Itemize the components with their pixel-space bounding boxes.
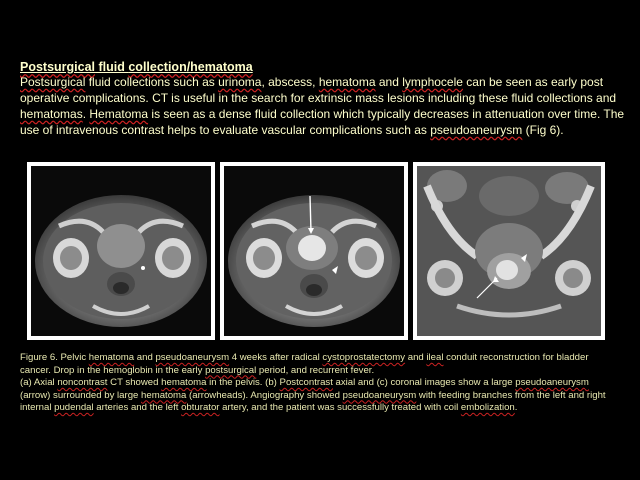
caption-paragraph-1: Figure 6. Pelvic hematoma and pseudoaneurysm 4 weeks after radical cystoprostatectomy and ileal conduit reconstruction for bladder cancer. Drop in the hemoglobin in the early postsurgical period, and recurrent fever.	[20, 352, 589, 376]
ct-image-coronal-postcontrast	[413, 162, 605, 340]
ct-image-axial-postcontrast	[220, 162, 408, 340]
ct-image-axial-noncontrast	[27, 162, 215, 340]
slide-title: Postsurgical fluid collection/hematoma	[20, 60, 253, 74]
figure-caption	[20, 352, 620, 415]
slide-body-text: Postsurgical fluid collections such as urinoma, abscess, hematoma and lymphocele can be seen as early post operative complications. CT is useful in the search for extrinsic mass lesions including these fluid collections and hematomas. Hematoma is seen as a dense fluid collection which typically decreases in attenuation over time. The use of intravenous contrast helps to evaluate vascular complications such as pseudoaneurysm (Fig 6).	[20, 75, 625, 137]
caption-paragraph-2: (a) Axial noncontrast CT showed hematoma in the pelvis. (b) Postcontrast axial and (c) coronal images show a large pseudoaneurysm (arrow) surrounded by large hematoma (arrowheads). Angiography showed pseudoaneurysm with feeding branches from the left and right internal pudendal arteries and the left obturator artery, and the patient was successfully treated with coil embolization.	[20, 377, 606, 413]
